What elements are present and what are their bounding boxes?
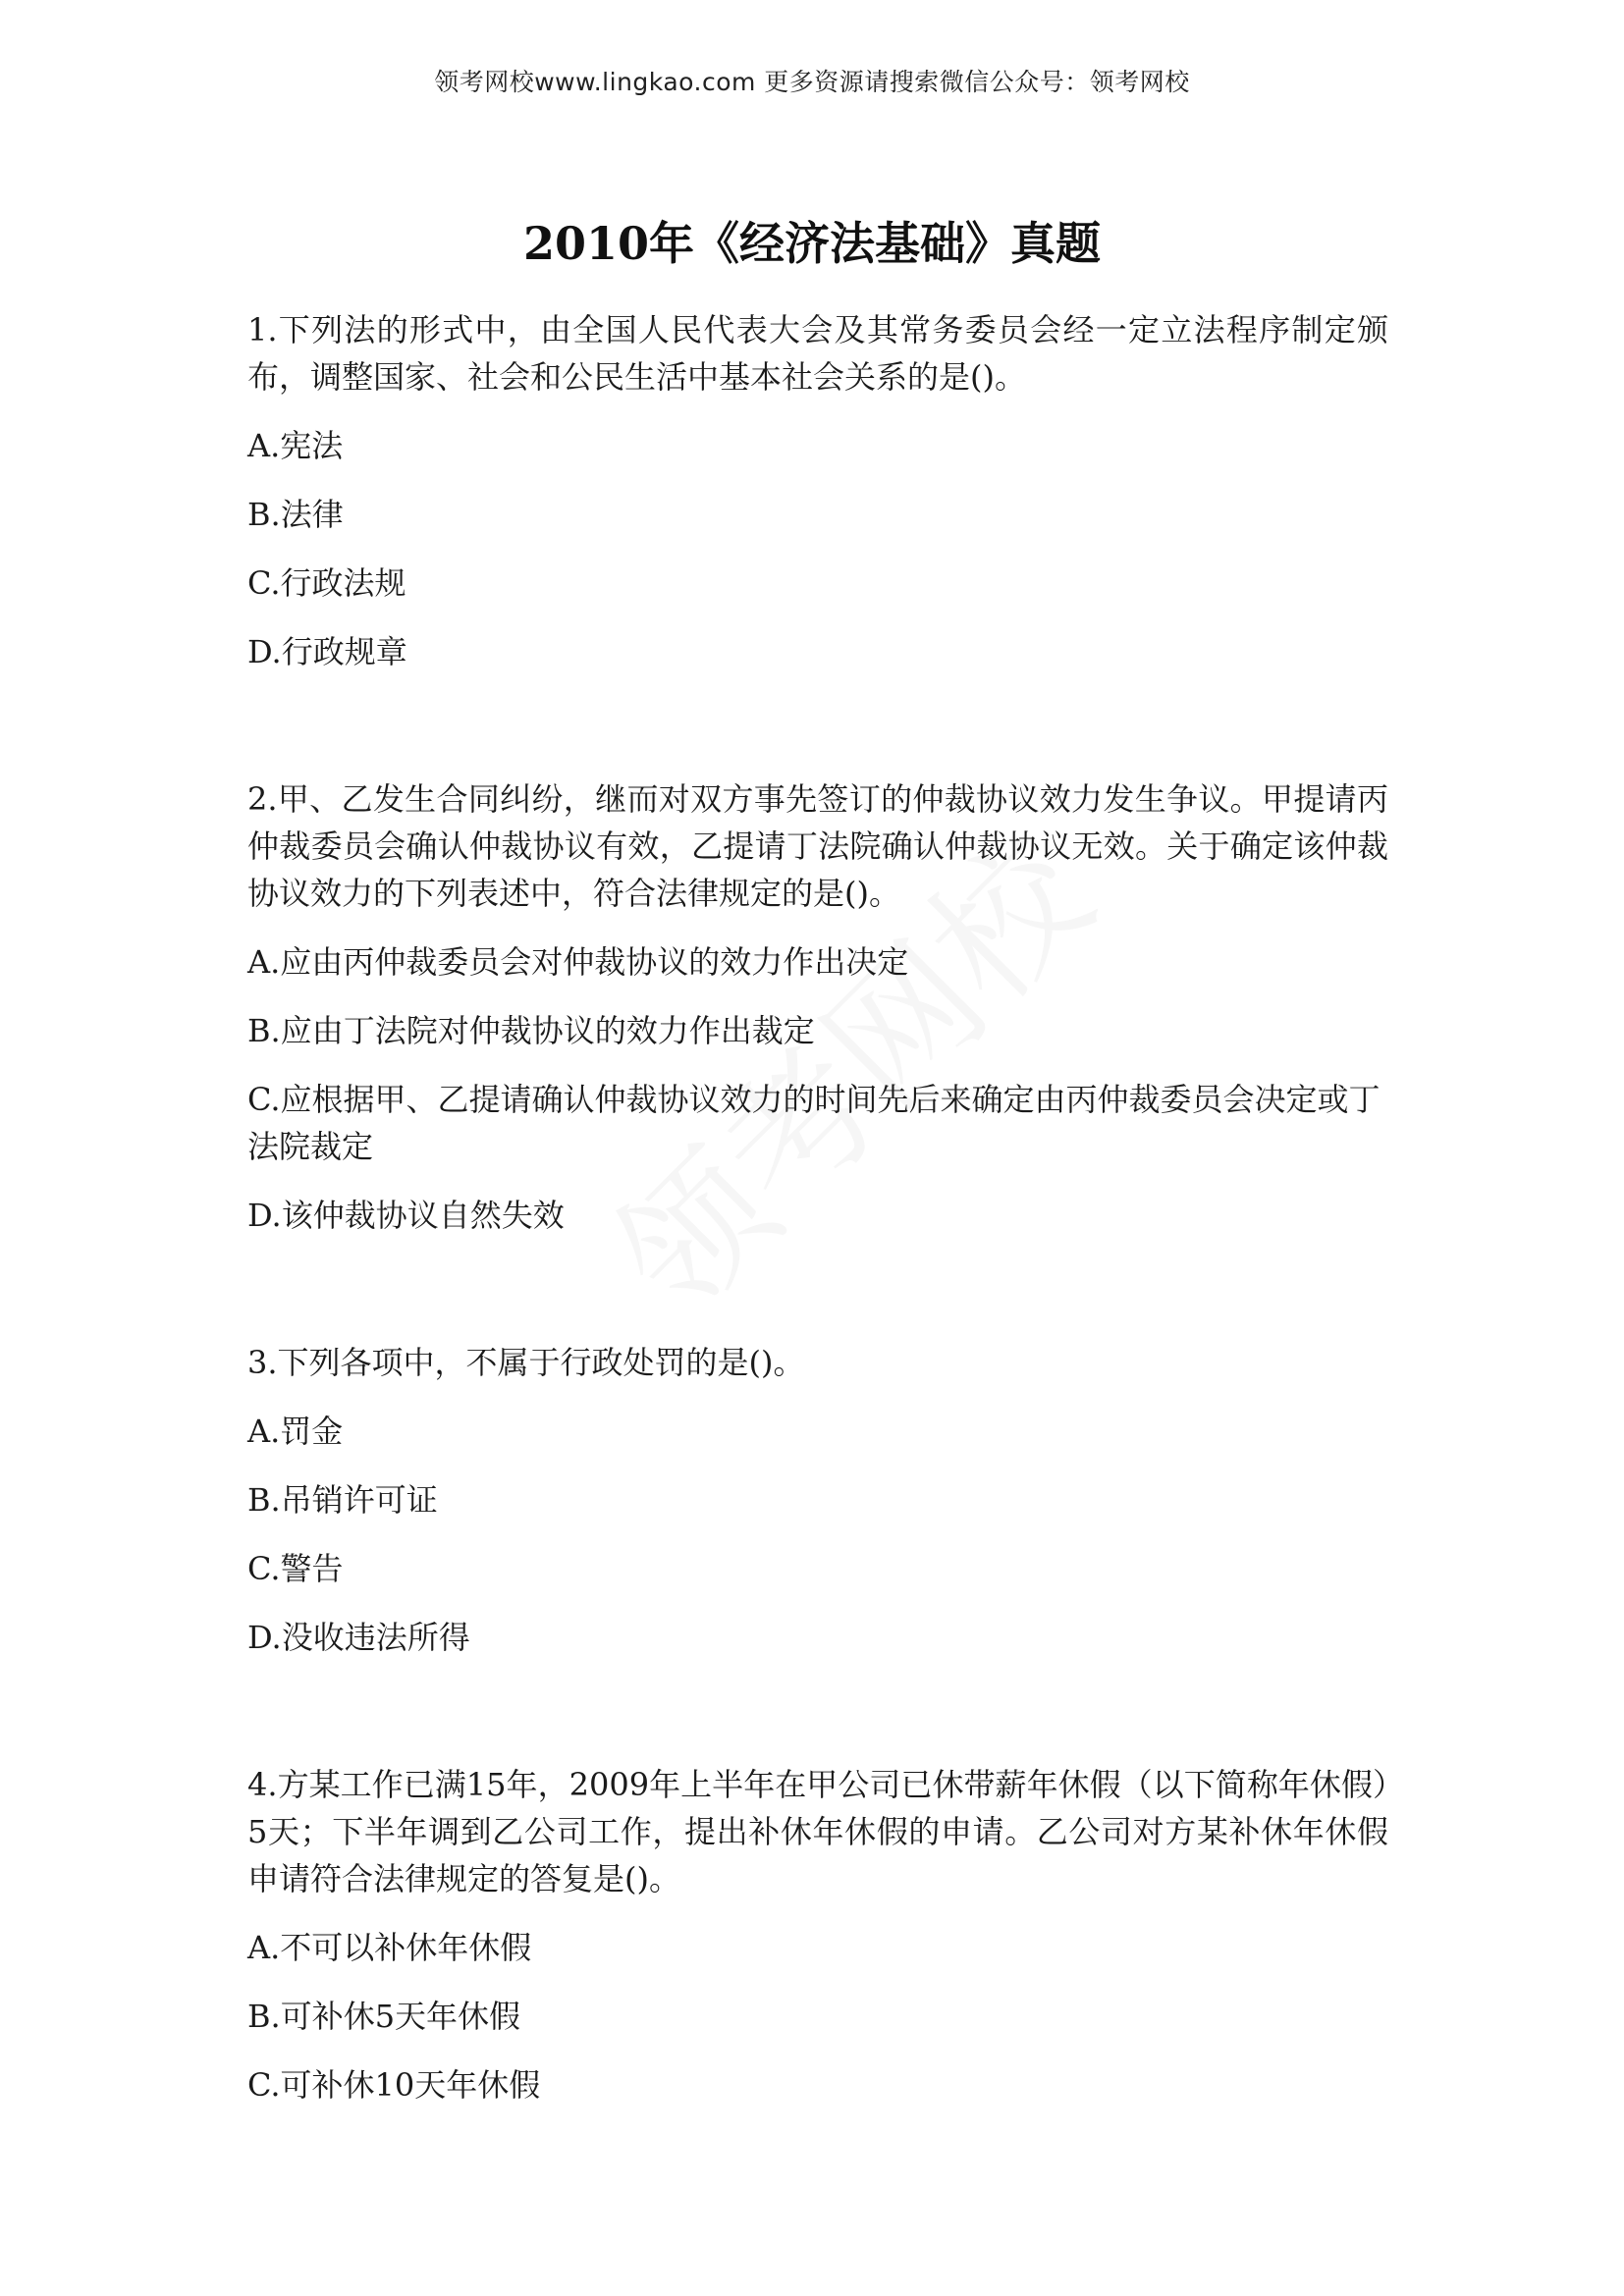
option-b: B.可补休5天年休假 [247, 1998, 521, 2035]
question-text: 4.方某工作已满15年，2009年上半年在甲公司已休带薪年休假（以下简称年休假）5天；下半年调到乙公司工作，提出补休年休假的申请。乙公司对方某补休年休假申请符合法律规定的答复是()。 [247, 1766, 1388, 1897]
question-3 [247, 1339, 1388, 1661]
option-c: C.可补休10天年休假 [247, 2066, 541, 2104]
option-b: B.吊销许可证 [247, 1481, 438, 1519]
question-1 [247, 306, 1388, 675]
option-a: A.应由丙仲裁委员会对仲裁协议的效力作出决定 [247, 943, 909, 981]
option-a: A.不可以补休年休假 [247, 1929, 532, 1966]
question-4 [247, 1761, 1388, 2109]
option-c: C.行政法规 [247, 564, 406, 602]
question-text: 3.下列各项中，不属于行政处罚的是()。 [247, 1344, 805, 1381]
option-d: D.没收违法所得 [247, 1619, 470, 1656]
option-d: D.行政规章 [247, 633, 407, 670]
question-text: 1.下列法的形式中，由全国人民代表大会及其常务委员会经一定立法程序制定颁布，调整国家、社会和公民生活中基本社会关系的是()。 [247, 311, 1388, 396]
option-b: B.法律 [247, 496, 344, 533]
option-a: A.宪法 [247, 427, 344, 464]
question-text: 2.甲、乙发生合同纠纷，继而对双方事先签订的仲裁协议效力发生争议。甲提请丙仲裁委员会确认仲裁协议有效，乙提请丁法院确认仲裁协议无效。关于确定该仲裁协议效力的下列表述中，符合法律规定的是()。 [247, 780, 1388, 912]
option-c: C.警告 [247, 1550, 344, 1587]
option-b: B.应由丁法院对仲裁协议的效力作出裁定 [247, 1012, 815, 1049]
option-d: D.该仲裁协议自然失效 [247, 1197, 565, 1234]
option-c: C.应根据甲、乙提请确认仲裁协议效力的时间先后来确定由丙仲裁委员会决定或丁法院裁定 [247, 1081, 1380, 1165]
document-title: 2010年《经济法基础》真题 [522, 217, 1102, 270]
document-body [247, 306, 1388, 2209]
question-2 [247, 775, 1388, 1239]
page-header: 领考网校www.lingkao.com 更多资源请搜索微信公众号：领考网校 [434, 68, 1190, 96]
option-a: A.罚金 [247, 1413, 344, 1450]
